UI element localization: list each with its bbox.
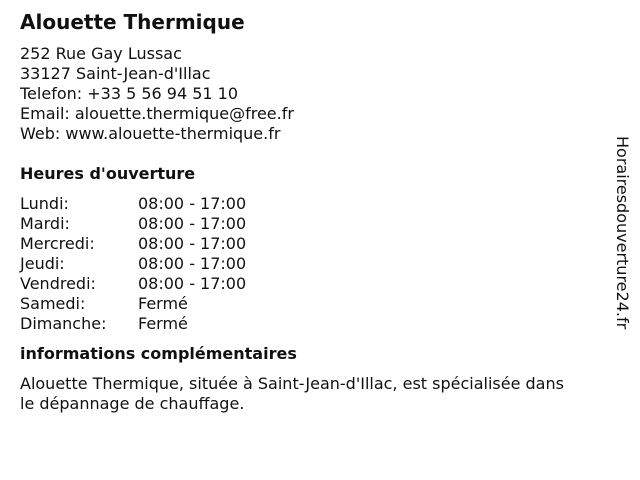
business-card [20, 10, 600, 414]
hours-row [20, 294, 600, 314]
additional-info-title: informations complémentaires [20, 344, 297, 363]
hours-row [20, 254, 600, 274]
business-name: Alouette Thermique [20, 10, 245, 34]
hours-time: 08:00 - 17:00 [138, 274, 247, 293]
hours-day: Vendredi: [20, 274, 96, 293]
web-line: Web: www.alouette-thermique.fr [20, 124, 281, 143]
hours-row [20, 234, 600, 254]
address-line-2: 33127 Saint-Jean-d'Illac [20, 64, 211, 83]
business-description: Alouette Thermique, située à Saint-Jean-d'Illac, est spécialisée dans le dépannage de chauffage. [20, 374, 564, 413]
hours-row [20, 214, 600, 234]
opening-hours-title: Heures d'ouverture [20, 164, 196, 183]
hours-row [20, 274, 600, 294]
hours-day: Mercredi: [20, 234, 95, 253]
additional-info-section [20, 344, 600, 414]
address-line-1: 252 Rue Gay Lussac [20, 44, 182, 63]
hours-day: Mardi: [20, 214, 70, 233]
site-watermark: Horairesdouverture24.fr [613, 136, 632, 330]
hours-day: Lundi: [20, 194, 69, 213]
hours-time: Fermé [138, 294, 188, 313]
opening-hours-section [20, 164, 600, 334]
hours-time: 08:00 - 17:00 [138, 194, 247, 213]
hours-day: Jeudi: [20, 254, 65, 273]
hours-time: 08:00 - 17:00 [138, 254, 247, 273]
hours-row [20, 194, 600, 214]
hours-time: 08:00 - 17:00 [138, 234, 247, 253]
email-line: Email: alouette.thermique@free.fr [20, 104, 294, 123]
hours-row [20, 314, 600, 334]
hours-day: Dimanche: [20, 314, 107, 333]
hours-day: Samedi: [20, 294, 86, 313]
hours-time: Fermé [138, 314, 188, 333]
hours-time: 08:00 - 17:00 [138, 214, 247, 233]
phone-line: Telefon: +33 5 56 94 51 10 [20, 84, 239, 103]
